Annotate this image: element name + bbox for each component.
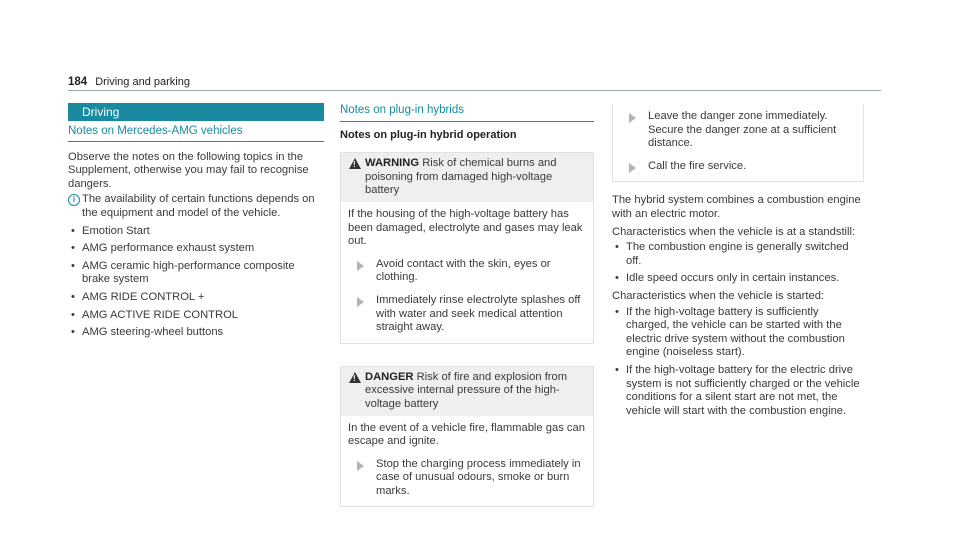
danger-title: Risk of fire and explosion from excessive internal pressure of the high-voltage battery	[365, 370, 568, 410]
list-item: • AMG RIDE CONTROL +	[68, 291, 324, 305]
left-column	[68, 125, 324, 344]
danger-step	[348, 458, 586, 499]
started-intro: Characteristics when the vehicle is started:	[612, 289, 825, 302]
standstill-list	[612, 241, 864, 286]
danger-box-continued	[612, 104, 864, 182]
step-text: Immediately rinse electrolyte splashes off with water and seek medical attention straight away.	[376, 293, 581, 334]
list-item: • If the high-voltage battery is sufficiently charged, the vehicle can be started with the electric drive system without the combustion engine (noiseless start).	[612, 306, 864, 360]
warning-body: If the housing of the high-voltage battery has been damaged, electrolyte and gases may leak out.	[348, 207, 583, 248]
warning-label: WARNING	[365, 157, 420, 170]
banner-label: Driving	[82, 105, 120, 119]
amg-subheading-rule	[68, 141, 324, 142]
step-arrow-icon	[357, 461, 364, 471]
middle-column	[340, 104, 594, 507]
danger-box	[340, 366, 594, 508]
info-circle-icon: i	[68, 194, 80, 206]
step-text: Leave the danger zone immediately. Secure the danger zone at a sufficient distance.	[648, 110, 837, 150]
step-text: Stop the charging process immediately in case of unusual odours, smoke or burn marks.	[376, 457, 581, 497]
list-item: • If the high-voltage battery for the electric drive system is not sufficiently charged or the vehicle conditions for a silent start are not met, the vehicle will start with the combustion engine.	[612, 364, 864, 418]
danger-label: DANGER	[365, 370, 414, 383]
warning-step	[348, 258, 586, 285]
warning-triangle-icon	[349, 372, 361, 383]
right-column	[612, 104, 864, 422]
warning-title: Risk of chemical burns and poisoning from damaged high-voltage battery	[365, 157, 557, 197]
warning-box	[340, 152, 594, 344]
hybrid-description: The hybrid system combines a combustion engine with an electric motor.	[612, 194, 861, 220]
warning-triangle-icon	[349, 158, 361, 169]
warning-step	[348, 294, 586, 335]
danger-body: In the event of a vehicle fire, flammable gas can escape and ignite.	[348, 421, 585, 448]
danger-header	[341, 367, 593, 416]
hybrid-subheading: Notes on plug-in hybrids	[340, 104, 465, 116]
section-title: Driving and parking	[95, 76, 190, 88]
step-arrow-icon	[629, 113, 636, 123]
danger-step	[620, 110, 856, 151]
step-arrow-icon	[629, 163, 636, 173]
list-item: • Idle speed occurs only in certain instances.	[612, 272, 864, 286]
hybrid-heading: Notes on plug-in hybrid operation	[340, 128, 517, 141]
step-arrow-icon	[357, 261, 364, 271]
amg-topic-list	[68, 225, 324, 340]
amg-subheading: Notes on Mercedes-AMG vehicles	[68, 125, 243, 137]
step-text: Avoid contact with the skin, eyes or clothing.	[376, 257, 551, 284]
list-item: • AMG steering-wheel buttons	[68, 326, 324, 340]
started-list	[612, 306, 864, 419]
amg-intro: Observe the notes on the following topics in the Supplement, otherwise you may fail to recognise dangers.	[68, 150, 309, 190]
list-item: • Emotion Start	[68, 225, 324, 239]
standstill-intro: Characteristics when the vehicle is at a standstill:	[612, 225, 856, 238]
hybrid-subheading-rule	[340, 121, 594, 122]
section-banner	[68, 103, 324, 121]
danger-step	[620, 160, 856, 174]
info-note	[68, 193, 324, 220]
list-item: • AMG ceramic high-performance composite brake system	[68, 260, 324, 287]
list-item: • AMG performance exhaust system	[68, 242, 324, 256]
info-text: The availability of certain functions depends on the equipment and model of the vehicle.	[82, 193, 315, 219]
step-text: Call the fire service.	[648, 159, 747, 172]
list-item: • AMG ACTIVE RIDE CONTROL	[68, 309, 324, 323]
warning-header	[341, 153, 593, 202]
page-header	[68, 74, 881, 91]
list-item: • The combustion engine is generally switched off.	[612, 241, 864, 268]
step-arrow-icon	[357, 297, 364, 307]
page-number: 184	[68, 76, 88, 88]
